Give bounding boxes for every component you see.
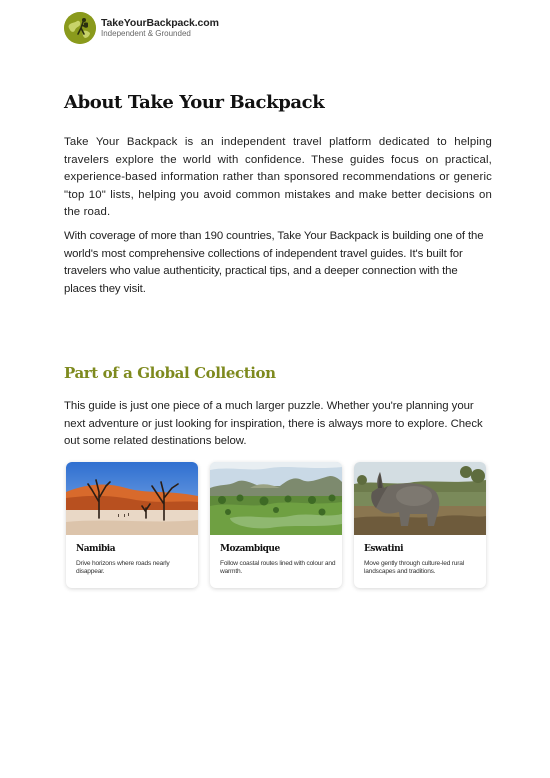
collection-paragraph: This guide is just one piece of a much larger puzzle. Whether you're planning your next adventure or just looking for inspiration, there is always more to explore. Check out some related destinations below. (64, 400, 483, 448)
eswatini-image (354, 462, 486, 535)
brand-name[interactable]: TakeYourBackpack.com (101, 17, 219, 30)
about-paragraph-2: With coverage of more than 190 countries, Take Your Backpack is building one of the world's most comprehensive collections of independent travel guides. It's built for travelers who value authenticity, practical tips, and a deeper connection with the places they visit. (64, 230, 484, 295)
about-title: About Take Your Backpack (64, 92, 325, 113)
destination-card-eswatini[interactable] (354, 462, 486, 588)
collection-title: Part of a Global Collection (64, 364, 276, 382)
brand (101, 18, 219, 38)
destination-card-mozambique[interactable] (210, 462, 342, 588)
namibia-image (66, 462, 198, 535)
globe-hiker-icon[interactable] (64, 12, 96, 44)
site-header (64, 12, 219, 44)
card-title: Namibia (76, 544, 116, 554)
about-paragraph-1: Take Your Backpack is an independent travel platform dedicated to helping travelers explore the world with confidence. These guides focus on practical, experience-based information rather than sponsored recommendations or generic "top 10" lists, helping you avoid common mistakes and make better decisions on the road. (64, 136, 492, 219)
brand-tagline: Independent & Grounded (101, 28, 191, 38)
card-description: Follow coastal routes lined with colour and warmth. (220, 560, 336, 576)
card-description: Drive horizons where roads nearly disappear. (76, 560, 170, 576)
card-title: Eswatini (364, 544, 404, 554)
destination-card-namibia[interactable] (66, 462, 198, 588)
mozambique-image (210, 462, 342, 535)
card-description: Move gently through culture-led rural landscapes and traditions. (364, 560, 464, 576)
card-title: Mozambique (220, 544, 280, 554)
